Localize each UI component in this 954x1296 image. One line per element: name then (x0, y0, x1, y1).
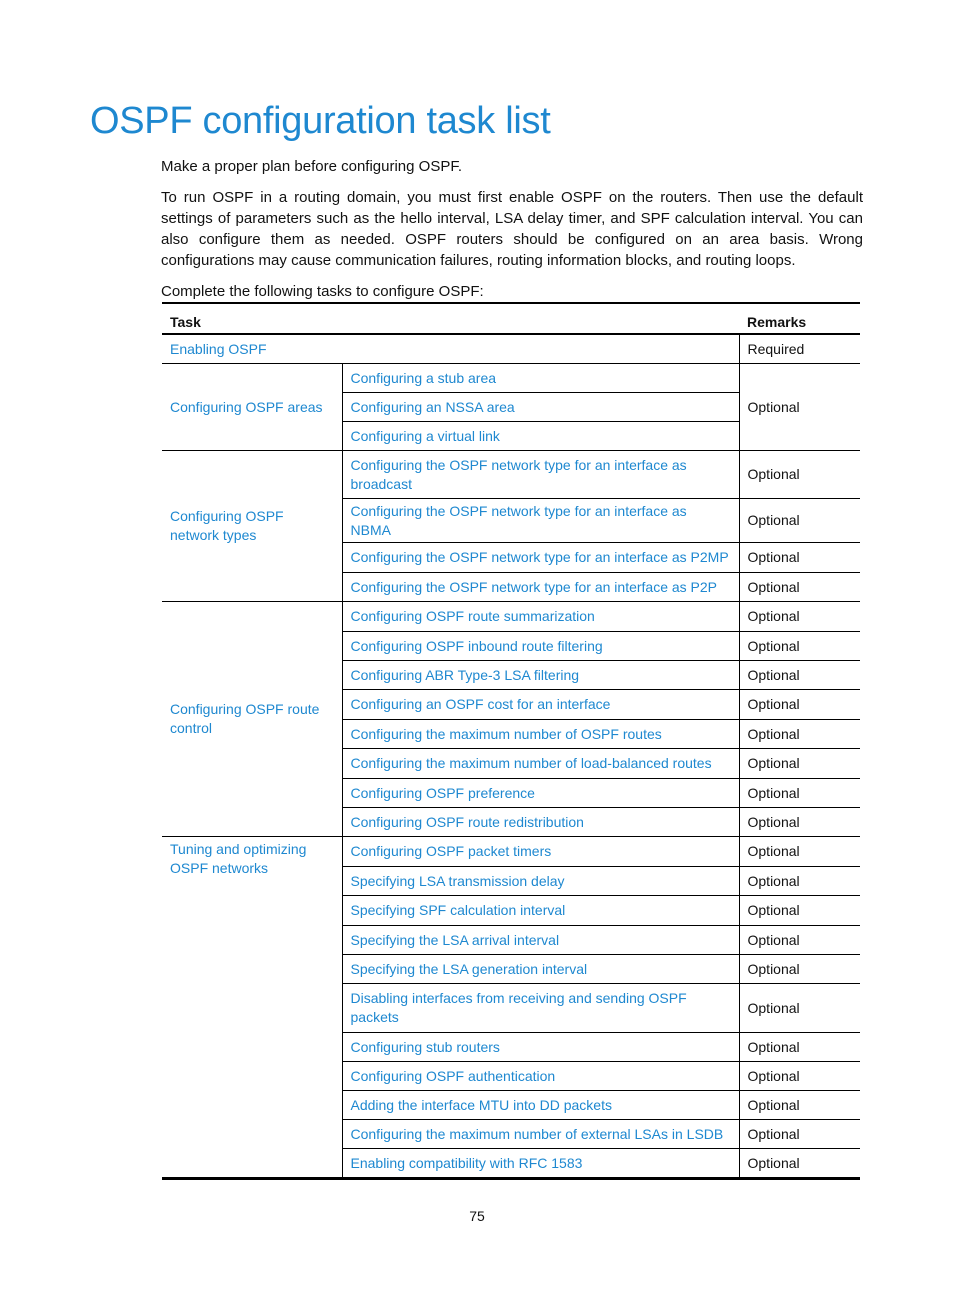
remark-cell: Optional (739, 601, 860, 631)
remark-cell: Optional (739, 836, 860, 866)
task-link[interactable]: Adding the interface MTU into DD packets (342, 1090, 739, 1119)
remark-cell: Optional (739, 954, 860, 983)
group-link-tuning[interactable]: Tuning and optimizing OSPF networks (162, 836, 342, 1178)
table-row (162, 363, 860, 392)
task-link[interactable]: Specifying SPF calculation interval (342, 895, 739, 925)
task-link[interactable]: Configuring the maximum number of external LSAs in LSDB (342, 1119, 739, 1148)
table-row (162, 450, 860, 498)
group-link-route-control[interactable]: Configuring OSPF route control (162, 601, 342, 836)
remark-cell: Optional (739, 1061, 860, 1090)
page-title: OSPF configuration task list (90, 100, 551, 142)
task-link[interactable]: Configuring OSPF packet timers (342, 836, 739, 866)
task-link[interactable]: Configuring the OSPF network type for an interface as broadcast (342, 450, 739, 498)
task-link[interactable]: Configuring a virtual link (342, 421, 739, 450)
group-link-areas[interactable]: Configuring OSPF areas (162, 363, 342, 450)
task-link[interactable]: Specifying LSA transmission delay (342, 866, 739, 895)
remark-cell: Optional (739, 895, 860, 925)
task-link[interactable]: Configuring an NSSA area (342, 392, 739, 421)
remark-cell: Optional (739, 866, 860, 895)
remark-cell: Optional (739, 1148, 860, 1178)
header-task: Task (170, 314, 201, 330)
task-link[interactable]: Configuring stub routers (342, 1032, 739, 1061)
task-link[interactable]: Configuring an OSPF cost for an interface (342, 689, 739, 719)
header-remarks: Remarks (747, 314, 807, 330)
task-link[interactable]: Configuring OSPF route summarization (342, 601, 739, 631)
table-row (162, 334, 860, 363)
remark-cell: Required (739, 334, 860, 363)
task-link[interactable]: Configuring the OSPF network type for an interface as P2P (342, 572, 739, 601)
task-link[interactable]: Configuring the maximum number of load-balanced routes (342, 748, 739, 778)
remark-cell: Optional (739, 1119, 860, 1148)
remark-cell: Optional (739, 719, 860, 748)
page-number: 75 (469, 1208, 485, 1224)
intro-paragraph-3: Complete the following tasks to configure OSPF: (161, 283, 484, 300)
task-link[interactable]: Specifying the LSA arrival interval (342, 925, 739, 954)
task-table (162, 302, 860, 1180)
task-link[interactable]: Configuring OSPF preference (342, 778, 739, 807)
remark-cell: Optional (739, 983, 860, 1032)
remark-cell: Optional (739, 660, 860, 689)
task-link[interactable]: Configuring OSPF route redistribution (342, 807, 739, 836)
remark-cell: Optional (739, 689, 860, 719)
remark-cell: Optional (739, 925, 860, 954)
task-link[interactable]: Configuring a stub area (342, 363, 739, 392)
remark-cell: Optional (739, 748, 860, 778)
table-row (162, 836, 860, 866)
remark-cell: Optional (739, 778, 860, 807)
task-link[interactable]: Configuring OSPF authentication (342, 1061, 739, 1090)
task-link[interactable]: Disabling interfaces from receiving and sending OSPF packets (342, 983, 739, 1032)
remark-cell: Optional (739, 1032, 860, 1061)
task-table-container (162, 302, 860, 1180)
remark-cell: Optional (739, 631, 860, 660)
group-link-network-types[interactable]: Configuring OSPF network types (162, 450, 342, 601)
task-link[interactable]: Enabling compatibility with RFC 1583 (342, 1148, 739, 1178)
remark-cell: Optional (739, 807, 860, 836)
remark-cell: Optional (739, 498, 860, 542)
intro-paragraph-2: To run OSPF in a routing domain, you must first enable OSPF on the routers. Then use the default settings of parameters such as the hello interval, LSA delay timer, and SPF calculation interval. You can also configure them as needed. OSPF routers should be configured on an area basis. Wrong configurations may cause communication failures, routing information blocks, and routing loops. (161, 189, 863, 269)
task-link[interactable]: Configuring the OSPF network type for an interface as P2MP (342, 542, 739, 572)
task-link[interactable]: Configuring the OSPF network type for an interface as NBMA (342, 498, 739, 542)
table-row (162, 601, 860, 631)
remark-cell: Optional (739, 363, 860, 450)
remark-cell: Optional (739, 542, 860, 572)
remark-cell: Optional (739, 450, 860, 498)
task-link[interactable]: Configuring the maximum number of OSPF routes (342, 719, 739, 748)
remark-cell: Optional (739, 1090, 860, 1119)
task-link[interactable]: Configuring ABR Type-3 LSA filtering (342, 660, 739, 689)
remark-cell: Optional (739, 572, 860, 601)
task-link-enabling-ospf[interactable]: Enabling OSPF (170, 340, 267, 357)
task-link[interactable]: Specifying the LSA generation interval (342, 954, 739, 983)
task-link[interactable]: Configuring OSPF inbound route filtering (342, 631, 739, 660)
intro-paragraph-1: Make a proper plan before configuring OSPF. (161, 158, 463, 175)
table-header-row (162, 303, 860, 334)
